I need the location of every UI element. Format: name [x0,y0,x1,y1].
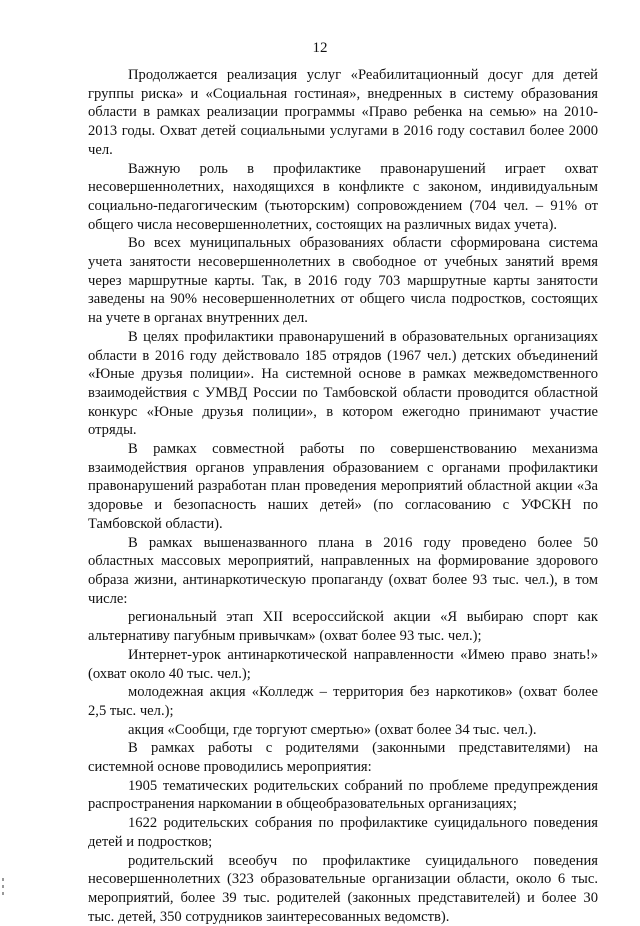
paragraph-mass-events: В рамках вышеназванного плана в 2016 году проведено более 50 областных массовых мероприятий, направленных на формирование здорового образа жизни, антинаркотическую пропаганду (охват более 93 тыс. чел.), в том числе: [88,534,598,607]
list-item-internet-lesson: Интернет-урок антинаркотической направленности «Имею право знать!» (охват около 40 тыс. чел.); [88,646,598,682]
scan-artifact [2,885,4,888]
paragraph-young-police-friends: В целях профилактики правонарушений в образовательных организациях области в 2016 году действовало 185 отрядов (1967 чел.) детских объединений «Юные друзья полиции». На системной основе в рамках межведомственного взаимодействия с УМВД России по Тамбовской области проводится областной конкурс «Юные друзья полиции», в котором ежегодно принимают участие отряды. [88,328,598,439]
paragraph-tutor-support: Важную роль в профилактике правонарушений играет охват несовершеннолетних, находящихся в конфликте с законом, индивидуальным социально-педагогическим (тьюторским) сопровождением (704 чел. – 91% от общего числа несовершеннолетних, состоящих на различных видах учета). [88,160,598,233]
page-number: 12 [312,40,328,56]
list-item-parent-meetings-drugs: 1905 тематических родительских собраний по проблеме предупреждения распространения наркомании в общеобразовательных организациях; [88,777,598,813]
paragraph-parents-work: В рамках работы с родителями (законными представителями) на системной основе проводились мероприятия: [88,740,598,776]
list-item-parent-education: родительский всеобуч по профилактике суицидального поведения несовершеннолетних (323 образовательные организации области, около 6 тыс. мероприятий, более 39 тыс. родителей (законных представителей) и более 30 тыс. детей, 350 сотрудников заинтересованных ведомств). [88,852,598,925]
list-item-report-action: акция «Сообщи, где торгуют смертью» (охват более 34 тыс. чел.). [128,721,537,738]
list-item-sport-action: региональный этап XII всероссийской акции «Я выбираю спорт как альтернативу пагубным привычкам» (охват более 93 тыс. чел.); [88,609,598,645]
paragraph-joint-work-plan: В рамках совместной работы по совершенствованию механизма взаимодействия органов управления образованием с органами профилактики правонарушений разработан план проведения мероприятий областной акции «За здоровье и безопасность наших детей» (по согласованию с УФСКН по Тамбовской области). [88,441,598,532]
paragraph-rehab-services: Продолжается реализация услуг «Реабилитационный досуг для детей группы риска» и «Социальная гостиная», внедренных в систему образования области в рамках реализации программы «Право ребенка на семью» на 2010-2013 годы. Охват детей социальными услугами в 2016 году составил более 2000 чел. [88,67,598,158]
scan-artifact [2,878,4,881]
list-item-college-action: молодежная акция «Колледж – территория без наркотиков» (охват более 2,5 тыс. чел.); [88,684,598,719]
paragraph-route-cards: Во всех муниципальных образованиях области сформирована система учета занятости несовершеннолетних в свободное от учебных занятий время через маршрутные карты. Так, в 2016 году 703 маршрутные карты занятости заведены на 90% несовершеннолетних от общего числа подростков, состоящих на учете в органах внутренних дел. [88,235,598,327]
document-body [88,66,598,926]
scan-artifact [2,892,4,895]
list-item-parent-meetings-suicide: 1622 родительских собрания по профилактике суицидального поведения детей и подростков; [88,815,598,850]
